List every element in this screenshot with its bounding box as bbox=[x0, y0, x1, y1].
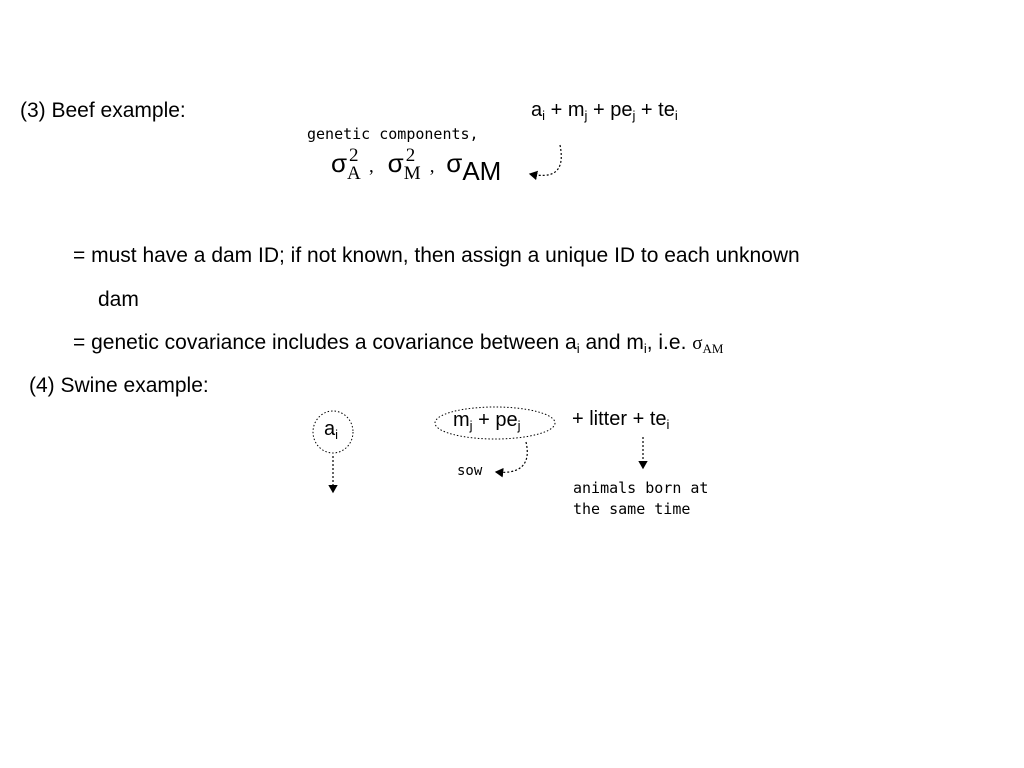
animals-note-line2: the same time bbox=[573, 500, 691, 518]
arrow-sow bbox=[496, 442, 527, 472]
variance-components: σ 2 A , σ 2 M , σAM bbox=[331, 145, 502, 186]
beef-arrow bbox=[530, 145, 561, 175]
genetic-components-note: genetic components, bbox=[307, 125, 479, 143]
ellipse-maternal bbox=[435, 407, 555, 439]
swine-example-label: (4) Swine example: bbox=[29, 374, 209, 397]
swine-litter-term: + litter + $te_i$ bbox=[572, 408, 670, 432]
note-genetic-covariance: = genetic covariance includes a covariance between $a_i$ and $m_i$, i.e. $\sigma_{AM}$ bbox=[73, 331, 724, 356]
beef-example-label: (3) Beef example: bbox=[20, 99, 186, 122]
swine-maternal-term: $m_j + pe_j$ bbox=[453, 409, 521, 433]
note-dam-id: = must have a dam ID; if not known, then assign a unique ID to each unknown bbox=[73, 244, 800, 267]
animals-note-line1: animals born at bbox=[573, 479, 709, 497]
circle-ai bbox=[313, 411, 353, 453]
beef-model-equation: $a_i + m_j + pe_j + te_i$ bbox=[531, 99, 678, 123]
swine-additive-term: $a_i$ bbox=[324, 418, 339, 442]
sow-note: sow bbox=[457, 463, 483, 479]
note-dam-id-continued: dam bbox=[98, 288, 139, 311]
